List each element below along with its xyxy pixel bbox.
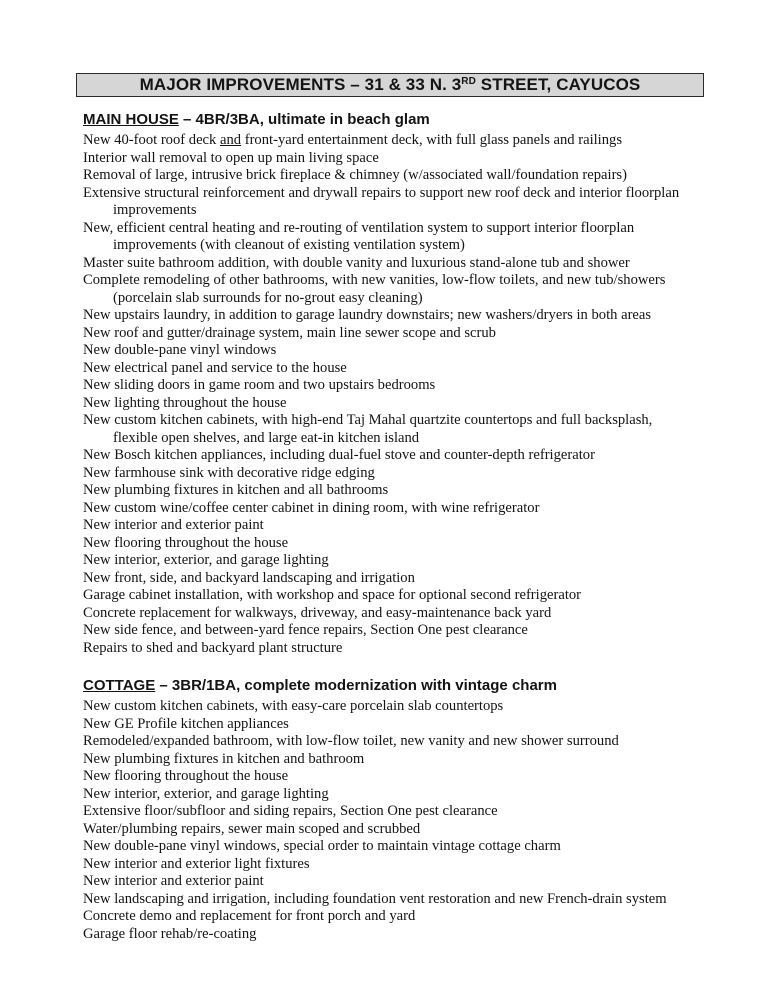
section — [83, 110, 699, 657]
improvement-item: New double-pane vinyl windows — [83, 342, 277, 358]
improvement-item: New double-pane vinyl windows, special order to maintain vintage cottage charm — [83, 838, 561, 854]
improvement-item: New electrical panel and service to the house — [83, 359, 347, 376]
improvement-item: New side fence, and between-yard fence repairs, Section One pest clearance — [83, 622, 528, 638]
improvement-item: New custom kitchen cabinets, with easy-care porcelain slab countertops — [83, 698, 504, 714]
improvement-item: New sliding doors in game room and two upstairs bedrooms — [83, 377, 436, 393]
improvement-item: New interior and exterior paint — [83, 873, 264, 889]
improvement-item: Concrete replacement for walkways, driveway, and easy-maintenance back yard — [83, 604, 552, 621]
improvement-item: New interior, exterior, and garage lighting — [83, 785, 329, 802]
content — [83, 110, 699, 943]
section-heading — [83, 676, 699, 695]
section-subtitle: – 3BR/1BA, complete modernization with vintage charm — [155, 677, 557, 694]
improvement-item: Extensive structural reinforcement and drywall repairs to support new roof deck and interior floorplan improvements — [83, 184, 680, 218]
section-subtitle: – 4BR/3BA, ultimate in beach glam — [178, 111, 430, 128]
improvement-item: Remodeled/expanded bathroom, with low-flow toilet, new vanity and new shower surround — [83, 733, 619, 749]
underlined-word: and — [219, 132, 242, 148]
document-title-bar — [76, 73, 704, 97]
section-name: COTTAGE — [83, 677, 156, 694]
improvement-item: Repairs to shed and backyard plant structure — [83, 639, 343, 656]
improvement-item — [83, 132, 699, 150]
section — [83, 676, 699, 943]
improvement-item: New roof and gutter/drainage system, main line sewer scope and scrub — [83, 324, 496, 341]
improvement-item: New custom wine/coffee center cabinet in dining room, with wine refrigerator — [83, 499, 540, 516]
improvement-item: New plumbing fixtures in kitchen and all bathrooms — [83, 482, 389, 498]
document-title: MAJOR IMPROVEMENTS – 31 & 33 N. 3RD STREET, CAYUCOS — [139, 75, 641, 94]
section-heading — [83, 110, 699, 129]
improvement-item: Complete remodeling of other bathrooms, with new vanities, low-flow toilets, and new tub/showers (porcelain slab surrounds for no-grout easy cleaning) — [83, 272, 666, 306]
improvement-item: New interior and exterior paint — [83, 517, 264, 533]
improvement-item: New lighting throughout the house — [83, 394, 287, 411]
improvement-item: Interior wall removal to open up main living space — [83, 149, 379, 166]
improvements-list — [83, 132, 699, 657]
improvement-item: Concrete demo and replacement for front porch and yard — [83, 908, 416, 924]
improvement-item: Water/plumbing repairs, sewer main scoped and scrubbed — [83, 820, 421, 837]
improvement-item: New front, side, and backyard landscaping and irrigation — [83, 569, 415, 586]
improvement-item: Master suite bathroom addition, with double vanity and luxurious stand-alone tub and shower — [83, 254, 630, 271]
improvement-item: New farmhouse sink with decorative ridge edging — [83, 464, 375, 481]
improvement-item: New landscaping and irrigation, including foundation vent restoration and new French-drain system — [83, 890, 667, 907]
section-name: MAIN HOUSE — [83, 111, 179, 128]
improvement-item: New custom kitchen cabinets, with high-end Taj Mahal quartzite countertops and full backsplash, flexible open shelves, and large eat-in kitchen island — [83, 412, 653, 446]
improvement-item: Garage cabinet installation, with workshop and space for optional second refrigerator — [83, 587, 582, 603]
item-text: New 40-foot roof deck — [83, 132, 220, 148]
item-text: front-yard entertainment deck, with full glass panels and railings — [241, 132, 623, 148]
improvement-item: New, efficient central heating and re-routing of ventilation system to support interior floorplan improvements (with cleanout of existing ventilation system) — [83, 219, 635, 253]
improvement-item: New GE Profile kitchen appliances — [83, 715, 289, 732]
improvement-item: New Bosch kitchen appliances, including dual-fuel stove and counter-depth refrigerator — [83, 447, 595, 463]
improvement-item: New interior and exterior light fixtures — [83, 855, 310, 872]
improvement-item: Extensive floor/subfloor and siding repairs, Section One pest clearance — [83, 803, 498, 819]
improvement-item: New upstairs laundry, in addition to garage laundry downstairs; new washers/dryers in both areas — [83, 307, 652, 323]
improvement-item: Garage floor rehab/re-coating — [83, 925, 257, 942]
improvement-item: New flooring throughout the house — [83, 768, 289, 784]
title-ordinal-superscript: RD — [461, 76, 476, 87]
improvement-item: New interior, exterior, and garage lighting — [83, 552, 329, 568]
improvement-item: Removal of large, intrusive brick fireplace & chimney (w/associated wall/foundation repairs) — [83, 167, 627, 183]
improvement-item: New plumbing fixtures in kitchen and bathroom — [83, 750, 365, 767]
improvements-list — [83, 698, 699, 943]
improvement-item: New flooring throughout the house — [83, 534, 289, 551]
